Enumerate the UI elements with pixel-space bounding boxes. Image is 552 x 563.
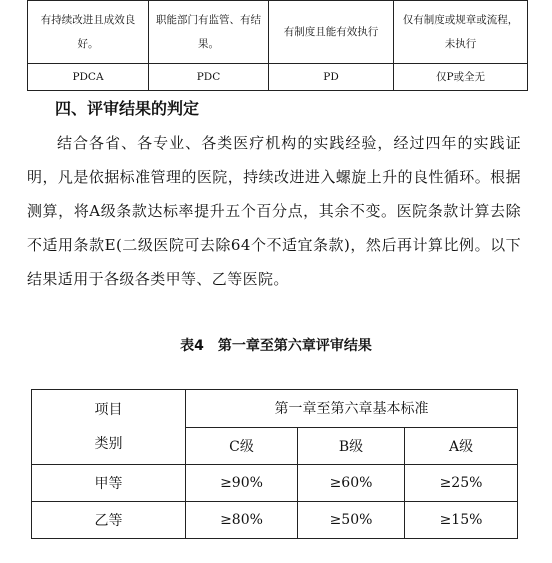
criteria-cell: 职能部门有监管、有结果。 [149,1,269,64]
level-header: A级 [405,427,518,465]
value-cell: ≥15% [405,502,518,539]
criteria-code: PDC [149,64,269,91]
item-category-header [32,390,186,465]
criteria-cell: 仅有制度或规章或流程，未执行 [394,1,528,64]
result-row [32,465,518,502]
section-heading: 四、评审结果的判定 [55,99,200,118]
level-header: B级 [298,427,405,465]
level-header: C级 [186,427,298,465]
criteria-cell: 有制度且能有效执行 [269,1,394,64]
criteria-row [28,1,528,64]
criteria-cell: 有持续改进且成效良好。 [28,1,149,64]
value-cell: ≥25% [405,465,518,502]
criteria-code: PD [269,64,394,91]
value-cell: ≥80% [186,502,298,539]
value-cell: ≥50% [298,502,405,539]
item-label: 项目 [94,402,123,418]
table-caption: 表4 第一章至第六章评审结果 [180,338,372,354]
criteria-row [28,64,528,91]
criteria-code: 仅P或全无 [394,64,528,91]
category-cell: 乙等 [32,502,186,539]
criteria-code: PDCA [28,64,149,91]
value-cell: ≥90% [186,465,298,502]
result-row [32,502,518,539]
result-header-row [32,390,518,428]
criteria-table [27,0,528,91]
category-cell: 甲等 [32,465,186,502]
result-table [31,389,518,539]
category-label: 类别 [94,436,123,452]
body-paragraph: 结合各省、各专业、各类医疗机构的实践经验，经过四年的实践证明，凡是依据标准管理的医院，持续改进进入螺旋上升的良性循环。根据测算，将A级条款达标率提升五个百分点，其余不变。医院条款计算去除不适用条款E(二级医院可去除64个不适宜条款)，然后再计算比例。以下结果适用于各级各类甲等、乙等医院。 [27,134,521,288]
value-cell: ≥60% [298,465,405,502]
group-header: 第一章至第六章基本标准 [186,390,518,428]
